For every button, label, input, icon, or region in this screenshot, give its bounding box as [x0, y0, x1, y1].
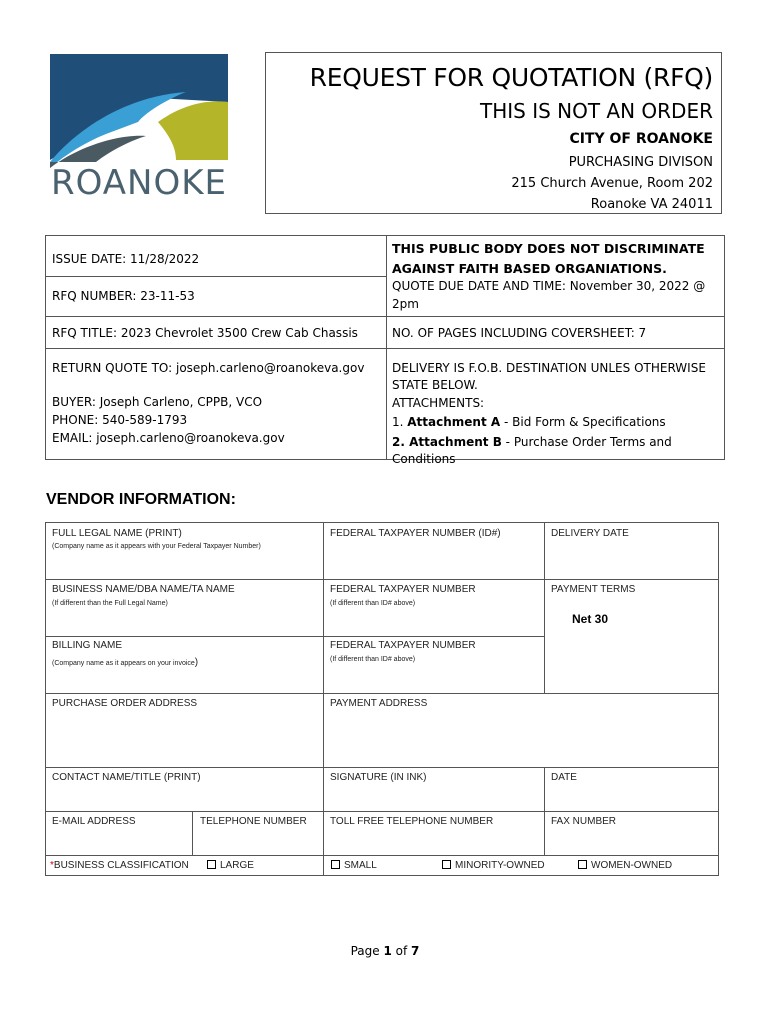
logo-emblem: [46, 50, 232, 200]
small-option[interactable]: [331, 860, 377, 871]
women-owned-checkbox[interactable]: [578, 860, 587, 869]
attachment-b: [392, 434, 724, 468]
attachment-b-desc: - Purchase Order Terms and Conditions: [392, 435, 672, 466]
business-name-note: (If different than the Full Legal Name): [52, 600, 168, 607]
attachment-a-name: Attachment A: [407, 415, 501, 429]
women-owned-option[interactable]: [578, 860, 672, 871]
org-name: CITY OF ROANOKE: [569, 131, 713, 147]
billing-name-note-paren: ): [194, 657, 199, 668]
minority-owned-checkbox[interactable]: [442, 860, 451, 869]
nondiscrimination-line-1: THIS PUBLIC BODY DOES NOT DISCRIMINATE: [392, 241, 705, 256]
minority-owned-option[interactable]: [442, 860, 545, 871]
business-name-label: BUSINESS NAME/DBA NAME/TA NAME: [52, 584, 235, 595]
required-asterisk: *: [50, 860, 54, 871]
small-checkbox[interactable]: [331, 860, 340, 869]
attachment-a-desc: - Bid Form & Specifications: [500, 415, 666, 429]
attachment-b-name: 2. Attachment B: [392, 435, 502, 449]
logo-wordmark: ROANOKE: [50, 163, 228, 200]
page-of: of: [391, 944, 412, 958]
women-owned-label: WOMEN-OWNED: [591, 860, 673, 871]
page-count: NO. OF PAGES INCLUDING COVERSHEET: 7: [392, 326, 647, 340]
delivery-line-1: DELIVERY IS F.O.B. DESTINATION UNLES OTHERWISE: [392, 361, 706, 375]
large-label: LARGE: [220, 860, 254, 871]
rfq-number: RFQ NUMBER: 23-11-53: [52, 289, 195, 303]
billing-name-note-text: (Company name as it appears on your invoice: [52, 660, 195, 667]
delivery-line-2: STATE BELOW.: [392, 378, 478, 392]
contact-name-label: CONTACT NAME/TITLE (PRINT): [52, 772, 201, 783]
federal-taxpayer-number-2-note: (If different than ID# above): [330, 656, 416, 663]
page-footer: [0, 944, 770, 958]
vendor-section-title: VENDOR INFORMATION:: [46, 491, 236, 508]
document-subtitle: THIS IS NOT AN ORDER: [479, 99, 713, 123]
dept-name: PURCHASING DIVISON: [568, 155, 713, 170]
minority-owned-label: MINORITY-OWNED: [455, 860, 545, 871]
federal-taxpayer-number-note: (If different than ID# above): [330, 600, 416, 607]
email-address-label: E-MAIL ADDRESS: [52, 816, 136, 827]
payment-address-label: PAYMENT ADDRESS: [330, 698, 428, 709]
nondiscrimination-line-2: AGAINST FAITH BASED ORGANIATIONS.: [392, 261, 667, 276]
issue-date: ISSUE DATE: 11/28/2022: [52, 252, 200, 266]
rfq-title: RFQ TITLE: 2023 Chevrolet 3500 Crew Cab Chassis: [52, 326, 358, 340]
attachment-a-number: 1.: [392, 415, 408, 429]
small-label: SMALL: [344, 860, 377, 871]
buyer-phone: PHONE: 540-589-1793: [52, 413, 188, 427]
billing-name-label: BILLING NAME: [52, 640, 123, 651]
attachment-a: [392, 414, 666, 431]
signature-label: SIGNATURE (IN INK): [330, 772, 427, 783]
attachments-label: ATTACHMENTS:: [392, 396, 485, 410]
payment-terms-label: PAYMENT TERMS: [551, 584, 636, 595]
business-classification-label: [50, 860, 189, 871]
return-quote: RETURN QUOTE TO: joseph.carleno@roanokeva.gov: [52, 361, 365, 375]
delivery-date-label: DELIVERY DATE: [551, 528, 629, 539]
federal-taxpayer-number-2-label: FEDERAL TAXPAYER NUMBER: [330, 640, 476, 651]
billing-name-note: [52, 657, 198, 668]
full-legal-name-label: FULL LEGAL NAME (PRINT): [52, 528, 182, 539]
full-legal-name-note: (Company name as it appears with your Federal Taxpayer Number): [52, 543, 261, 550]
payment-terms-value: Net 30: [572, 612, 609, 626]
large-checkbox[interactable]: [207, 860, 216, 869]
toll-free-label: TOLL FREE TELEPHONE NUMBER: [330, 816, 494, 827]
federal-taxpayer-id-label: FEDERAL TAXPAYER NUMBER (ID#): [330, 528, 501, 539]
rfq-info-table: [45, 235, 725, 466]
purchase-order-address-label: PURCHASE ORDER ADDRESS: [52, 698, 198, 709]
due-date-line-1: QUOTE DUE DATE AND TIME: November 30, 2022 @: [392, 279, 706, 293]
page-number: 1: [383, 944, 392, 958]
business-classification-text: BUSINESS CLASSIFICATION: [53, 860, 189, 871]
buyer-email: EMAIL: joseph.carleno@roanokeva.gov: [52, 431, 285, 445]
large-option[interactable]: [207, 860, 254, 871]
due-date-line-2: 2pm: [392, 297, 419, 311]
page-total: 7: [411, 944, 420, 958]
header-box: [265, 52, 722, 214]
document-title: REQUEST FOR QUOTATION (RFQ): [309, 63, 713, 92]
date-label: DATE: [551, 772, 577, 783]
vendor-info-table: [45, 522, 719, 876]
roanoke-logo: [46, 50, 232, 200]
address-line-2: Roanoke VA 24011: [590, 197, 713, 212]
fax-label: FAX NUMBER: [551, 816, 617, 827]
federal-taxpayer-number-label: FEDERAL TAXPAYER NUMBER: [330, 584, 476, 595]
buyer-name: BUYER: Joseph Carleno, CPPB, VCO: [52, 395, 263, 409]
telephone-label: TELEPHONE NUMBER: [200, 816, 307, 827]
address-line-1: 215 Church Avenue, Room 202: [511, 176, 713, 191]
page-prefix: Page: [350, 944, 384, 958]
